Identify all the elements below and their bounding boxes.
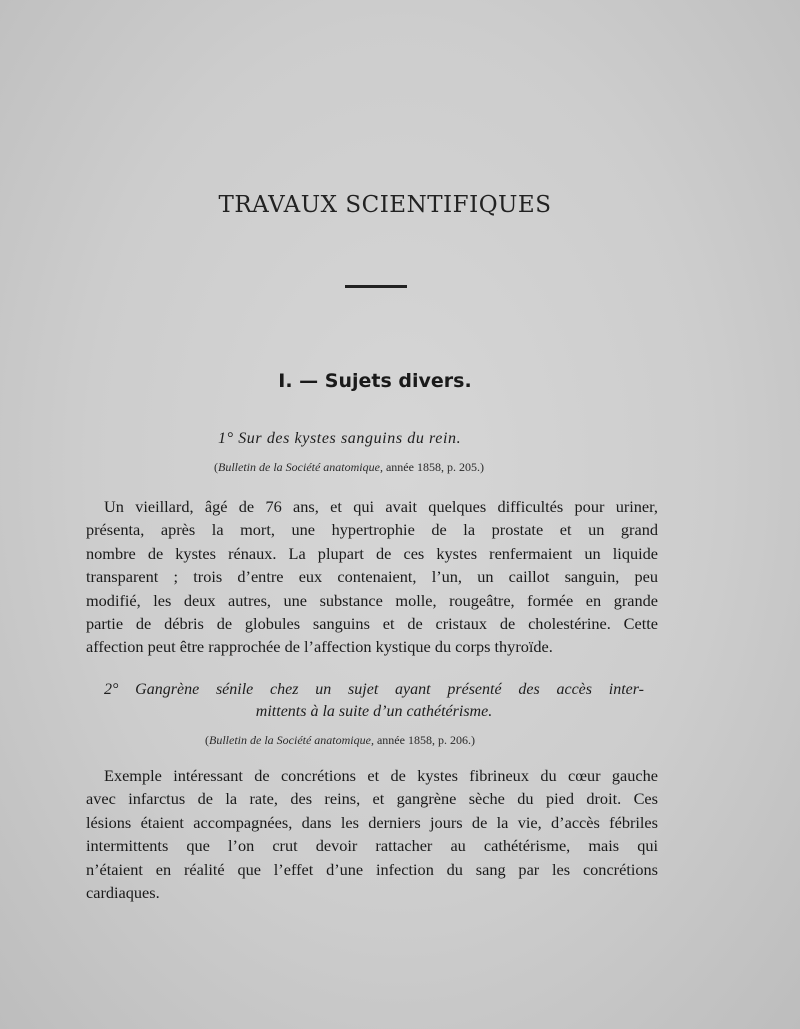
article-2-heading: [104, 679, 644, 723]
article-1-line: Un vieillard, âgé de 76 ans, et qui avait quelques difficultés pour uriner,: [104, 497, 658, 516]
article-2-line: intermittents que l’on crut devoir rattacher au cathétérisme, mais qui: [86, 836, 658, 856]
article-1-line: modifié, les deux autres, une substance molle, rougeâtre, formée en grande: [86, 590, 658, 610]
article-1-line: partie de débris de globules sanguins et de cristaux de cholestérine. Cette: [86, 614, 658, 634]
article-2-heading-line: 2° Gangrène sénile chez un sujet ayant présenté des accès inter-: [104, 681, 644, 698]
article-1-line: affection peut être rapprochée de l’affection kystique du corps thyroïde.: [86, 637, 553, 657]
article-2-line: avec infarctus de la rate, des reins, et gangrène sèche du pied droit. Ces: [86, 789, 658, 809]
article-1-citation-open: (: [214, 460, 218, 474]
article-1-citation-journal: Bulletin de la Société anatomique,: [218, 460, 383, 474]
article-2-line: Exemple intéressant de concrétions et de kystes fibrineux du cœur gauche: [104, 766, 658, 785]
title-rule: [345, 285, 407, 288]
page-title: TRAVAUX SCIENTIFIQUES: [218, 192, 552, 218]
article-1-heading: 1° Sur des kystes sanguins du rein.: [218, 430, 462, 447]
section-title: I. — Sujets divers.: [278, 370, 472, 392]
article-1-body: [86, 495, 658, 659]
article-2-citation-rest: année 1858, p. 206.): [373, 733, 475, 747]
article-1-line: transparent ; trois d’entre eux contenaient, l’un, un caillot sanguin, peu: [86, 567, 658, 587]
article-2-line: n’étaient en réalité que l’effet d’une infection du sang par les concrétions: [86, 859, 658, 879]
article-2-citation-journal: Bulletin de la Société anatomique,: [209, 733, 374, 747]
article-2-citation: [205, 733, 475, 748]
article-2-body: [86, 764, 658, 904]
article-1-citation-rest: année 1858, p. 205.): [382, 460, 484, 474]
article-2-line: lésions étaient accompagnées, dans les derniers jours de la vie, d’accès fébriles: [86, 812, 658, 832]
article-2-citation-open: (: [205, 733, 209, 747]
article-1-line: nombre de kystes rénaux. La plupart de ces kystes renfermaient un liquide: [86, 543, 658, 563]
article-2-heading-line: mittents à la suite d’un cathétérisme.: [255, 703, 493, 720]
article-2-line: cardiaques.: [86, 883, 160, 903]
article-1-line: présenta, après la mort, une hypertrophie de la prostate et un grand: [86, 520, 658, 540]
article-1-citation: [214, 460, 484, 475]
